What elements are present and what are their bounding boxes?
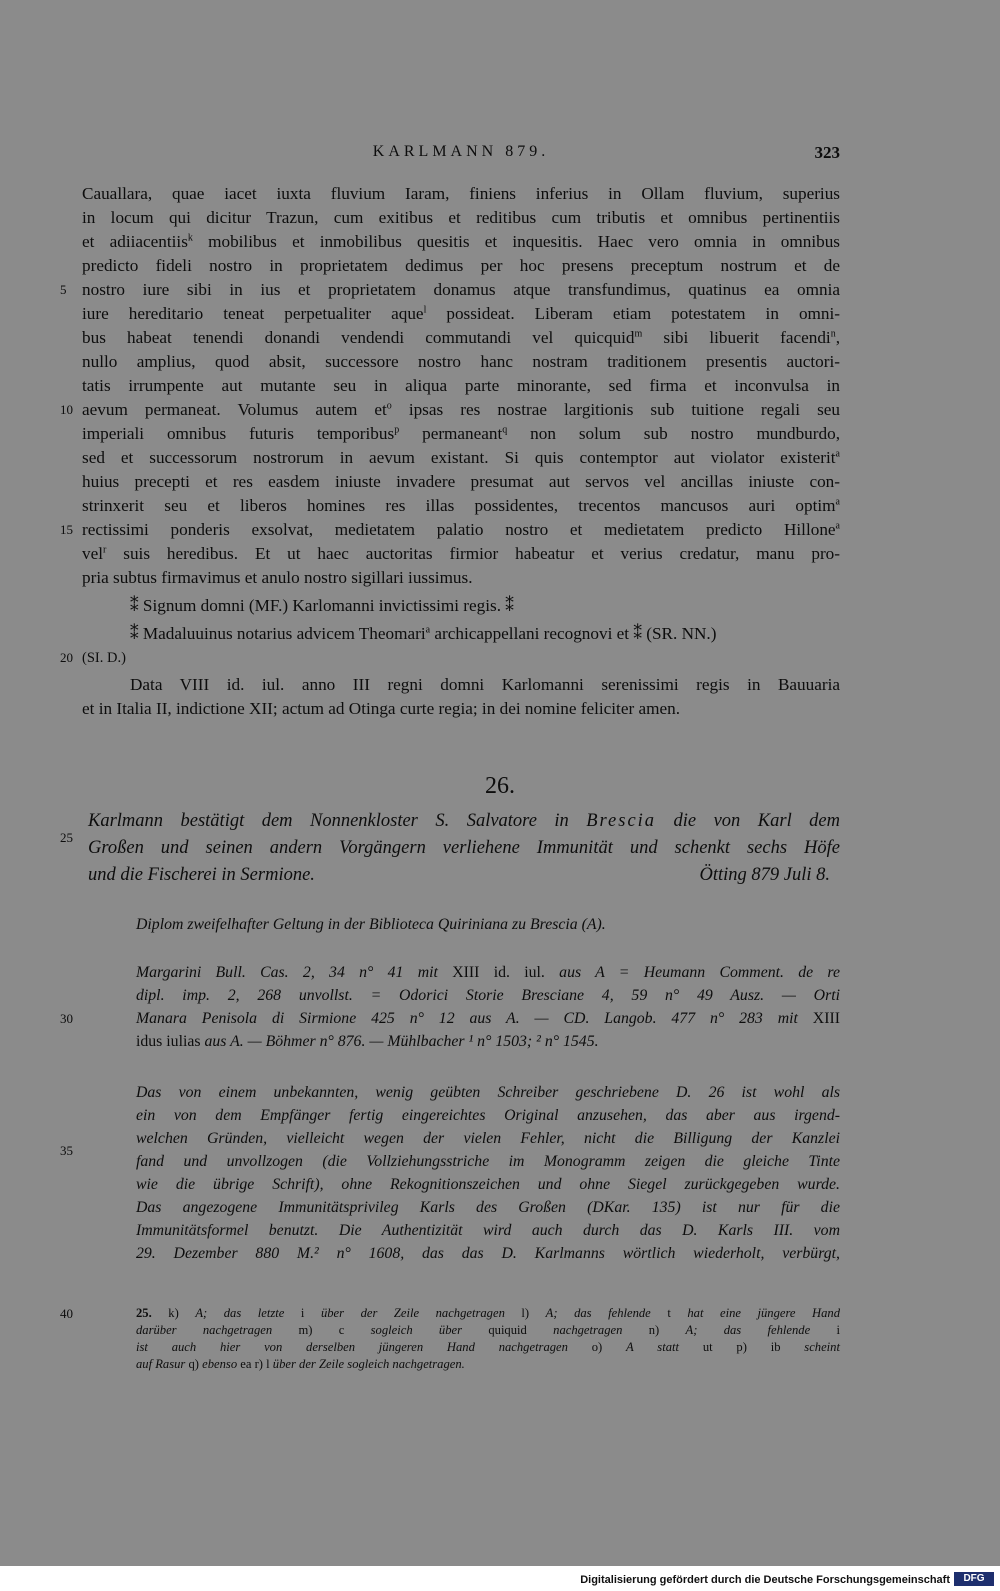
- footnote-line: 25. k) A; das letzte i über der Zeile nachgetragen l) A; das fehlende t hat eine jüngere Hand: [136, 1306, 841, 1320]
- text-line: pria subtus firmavimus et anulo nostro sigillari iussimus.: [82, 568, 473, 587]
- footnote-run: über der Zeile nachgetragen: [320, 1306, 505, 1320]
- margin-line-number: 40: [60, 1306, 73, 1321]
- commentary-line: Das angezogene Immunitätsprivileg Karls des Großen (DKar. 135) ist nur für die: [136, 1199, 840, 1216]
- footnote-run: A; das letzte: [195, 1306, 301, 1320]
- footnote-run: nachgetragen: [553, 1323, 623, 1337]
- regest-line: Karlmann bestätigt dem Nonnenkloster S. Salvatore in Brescia die von Karl dem: [88, 811, 840, 831]
- margin-line-number: 10: [60, 402, 73, 417]
- footnote-line: [136, 1356, 840, 1373]
- margin-line-number: 5: [60, 282, 67, 297]
- footnote-run: ebenso: [202, 1357, 241, 1371]
- document-number: 26.: [485, 773, 515, 799]
- commentary-line: wie die übrige Schrift), ohne Rekognitionszeichen und ohne Siegel zurückgegeben wurde.: [136, 1176, 840, 1193]
- footnote-run: A statt: [626, 1340, 703, 1354]
- margin-line-number: 15: [60, 522, 73, 537]
- text-line: huius precepti et res easdem iniuste invadere presumat aut servos vel ancillas iniuste con-: [82, 472, 840, 491]
- regest-date: Ötting 879 Juli 8.: [699, 865, 830, 885]
- text-line: in locum qui dicitur Trazun, cum exitibus et reditibus cum tributis et omnibus pertinentiis: [82, 208, 840, 227]
- regest-line: und die Fischerei in Sermione.: [88, 865, 315, 885]
- margin-line-number: 30: [60, 1011, 73, 1026]
- commentary-line: welchen Gründen, vielleicht wegen der vielen Fehler, nicht die Billigung der Kanzlei: [136, 1130, 840, 1147]
- footnote-run: q): [185, 1357, 203, 1371]
- commentary-line: Immunitätsformel benutzt. Die Authentizität wird auch durch das D. Karls III. vom: [136, 1222, 840, 1239]
- text-line: strinxerit seu et liberos homines res illas possidentes, trecentos mancusos auri optim$^a$: [82, 496, 840, 515]
- footnote-line: [136, 1339, 840, 1356]
- dating-line: Data VIII id. iul. anno III regni domni Karlomanni serenissimi regis in Bauuaria: [130, 675, 840, 694]
- commentary-line: ein von dem Empfänger fertig eingereichtes Original anzusehen, das aber aus irgend-: [136, 1107, 840, 1124]
- text-line: tatis irrumpente aut mutante seu in aliqua parte minorante, sed firma et inconvulsa in: [82, 376, 840, 395]
- text-line: Cauallara, quae iacet iuxta fluvium Iaram, finiens inferius in Ollam fluvium, superius: [82, 184, 840, 203]
- footnote-line: [136, 1322, 840, 1339]
- text-line: sed et successorum nostrorum in aevum existant. Si quis contemptor aut violator existerit$^a$: [82, 448, 840, 467]
- commentary-line: Das von einem unbekannten, wenig geübten Schreiber geschriebene D. 26 ist wohl als: [136, 1084, 840, 1101]
- page-number: 323: [814, 143, 840, 162]
- recognition-line: ⁑ Madaluuinus notarius advicem Theomari$^a$ archicappellani recognovi et ⁑ (SR. NN.): [130, 624, 717, 643]
- editions-line: idus iulias aus A. — Böhmer n° 876. — Mühlbacher ¹ n° 1503; ² n° 1545.: [136, 1033, 599, 1050]
- footnote-run: r) l: [251, 1357, 273, 1371]
- text-line: nostro iure sibi in ius et proprietatem donamus atque transfundimus, quatinus ea omnia: [82, 280, 840, 299]
- editions-line: Margarini Bull. Cas. 2, 34 n° 41 mit XIII id. iul. aus A = Heumann Comment. de re: [136, 964, 841, 981]
- footnote-run: i: [836, 1323, 840, 1337]
- footnote-run: ut: [702, 1340, 713, 1354]
- footnote-run: A; das fehlende: [685, 1323, 837, 1337]
- commentary-line: 29. Dezember 880 M.² n° 1608, das das D. Karlmanns wörtlich wiederholt, verbürgt,: [136, 1245, 840, 1262]
- text-line: rectissimi ponderis exsolvat, medietatem palatio nostro et medietatem predicto Hillone$^a$: [82, 520, 840, 539]
- commentary-line: fand und unvollzogen (die Vollziehungsstriche im Monogramm zeigen die gleiche Tinte: [136, 1153, 840, 1170]
- digitization-credit: Digitalisierung gefördert durch die Deutsche Forschungsgemeinschaft: [580, 1574, 950, 1586]
- seal-note: (SI. D.): [82, 650, 126, 666]
- text-line: et adiiacentiis$^k$ mobilibus et inmobilibus quesitis et inquesitis. Haec vero omnia in omnibus: [82, 232, 840, 251]
- text-line: nullo amplius, quod absit, successore nostro hanc nostram traditionem presentis auctori-: [82, 352, 840, 371]
- signum-line: ⁑ Signum domni (MF.) Karlomanni invictissimi regis. ⁑: [130, 596, 514, 615]
- margin-line-number: 35: [60, 1143, 73, 1158]
- margin-line-number: 20: [60, 650, 73, 665]
- footnote-run: t: [667, 1306, 688, 1320]
- footnote-run: l): [504, 1306, 546, 1320]
- footnote-run: i: [300, 1306, 321, 1320]
- footnote-run: o): [567, 1340, 627, 1354]
- page-header: [82, 143, 840, 169]
- text-line: iure hereditario teneat perpetualiter aque$^l$ possideat. Liberam etiam potestatem in omni-: [82, 304, 840, 323]
- footnote-run: sogleich über: [370, 1323, 489, 1337]
- footnote-run: über der Zeile sogleich nachgetragen.: [272, 1357, 465, 1371]
- dating-line: et in Italia II, indictione XII; actum ad Otinga curte regia; in dei nomine feliciter amen.: [82, 699, 680, 718]
- footnote-run: darüber nachgetragen: [136, 1323, 273, 1337]
- editions-line: Manara Penisola di Sirmione 425 n° 12 aus A. — CD. Langob. 477 n° 283 mit XIII: [136, 1010, 840, 1027]
- footnote-run: A; das fehlende: [545, 1306, 668, 1320]
- text-line: imperiali omnibus futuris temporibus$^p$ permaneant$^q$ non solum sub nostro mundburdo,: [82, 424, 840, 443]
- margin-line-number: 25: [60, 830, 73, 845]
- footnote-run: quiquid: [488, 1323, 554, 1337]
- editions-line: dipl. imp. 2, 268 unvollst. = Odorici Storie Bresciane 4, 59 n° 49 Ausz. — Orti: [136, 987, 840, 1004]
- running-title: KARLMANN 879.: [372, 143, 550, 160]
- regest-line: Großen und seinen andern Vorgängern verliehene Immunität und schenkt sechs Höfe: [88, 838, 840, 858]
- footnote-run: k): [168, 1306, 196, 1320]
- footnote-run: m) c: [272, 1323, 371, 1337]
- text-line: predicto fideli nostro in proprietatem dedimus per hoc presens preceptum nostrum et de: [82, 256, 840, 275]
- footnote-run: p) ib: [712, 1340, 805, 1354]
- footnote-run: auf Rasur: [136, 1357, 186, 1371]
- text-line: bus habeat tenendi donandi vendendi commutandi vel quicquid$^m$ sibi libuerit facendi$^n$,: [82, 328, 840, 347]
- text-line: aevum permaneat. Volumus autem $et^o$ ipsas res nostrae largitionis sub tuitione regali seu: [82, 400, 840, 419]
- footnote-run: ist auch hier von derselben jüngeren Hand nachgetragen: [136, 1340, 568, 1354]
- footnote-run: hat eine jüngere Hand: [687, 1306, 841, 1320]
- tradition-note: Diplom zweifelhafter Geltung in der Biblioteca Quiriniana zu Brescia (A).: [136, 916, 606, 933]
- text-line: vel$^r$ suis heredibus. Et ut haec auctoritas firmior habeatur et verius credatur, manu pro-: [82, 544, 840, 563]
- footnote-run: ea: [240, 1357, 252, 1371]
- footnote-run: n): [622, 1323, 686, 1337]
- dfg-logo: DFG: [954, 1572, 994, 1586]
- footnote-run: scheint: [804, 1340, 840, 1354]
